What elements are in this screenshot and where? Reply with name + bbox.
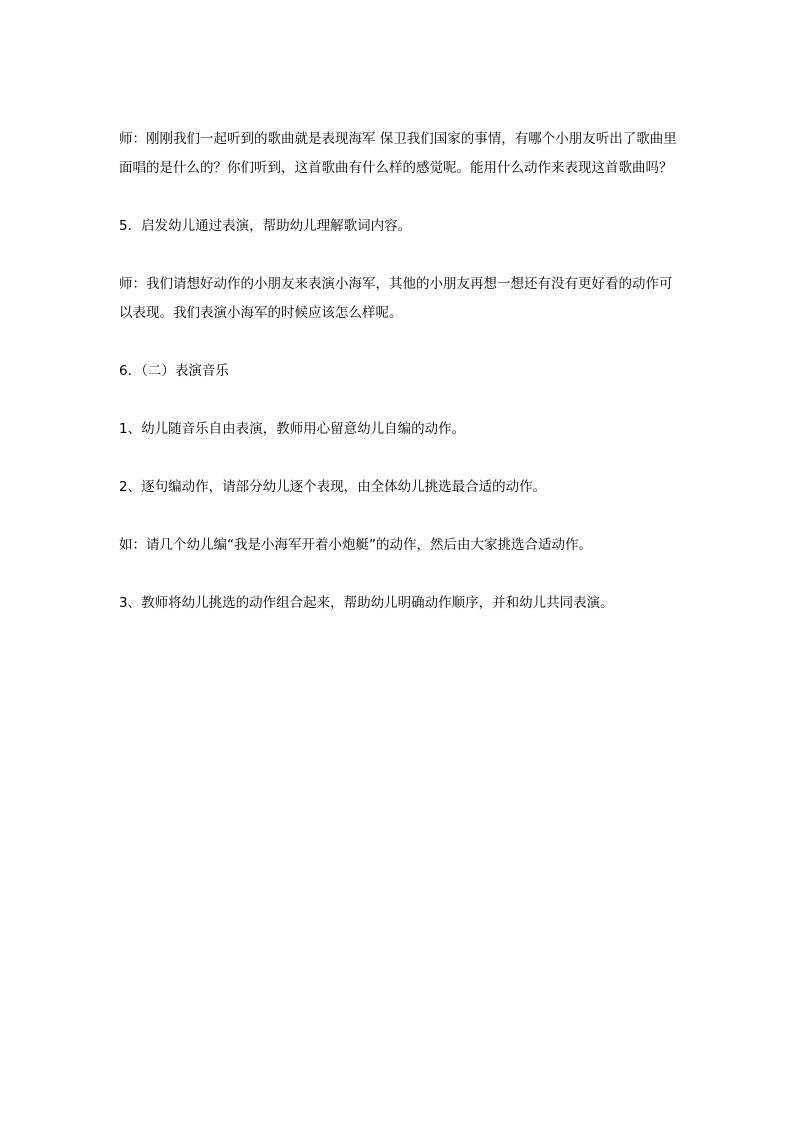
paragraph-example: 如：请几个幼儿编“我是小海军开着小炮艇”的动作，然后由大家挑选合适动作。 xyxy=(119,537,592,553)
paragraph-teacher-question: 师：刚刚我们一起听到的歌曲就是表现海军 保卫我们国家的事情，有哪个小朋友听出了歌曲里面唱的是什么的？你们听到，这首歌曲有什么样的感觉呢。能用什么动作来表现这首歌曲吗？ xyxy=(119,131,677,176)
paragraph-step-5: 5．启发幼儿通过表演，帮助幼儿理解歌词内容。 xyxy=(119,218,412,234)
document-body xyxy=(119,125,677,647)
paragraph-teacher-prompt: 师：我们请想好动作的小朋友来表演小海军，其他的小朋友再想一想还有没有更好看的动作可以表现。我们表演小海军的时候应该怎么样呢。 xyxy=(119,276,673,321)
paragraph-item-2: 2、逐句编动作，请部分幼儿逐个表现，由全体幼儿挑选最合适的动作。 xyxy=(119,479,547,495)
paragraph-item-3: 3、教师将幼儿挑选的动作组合起来，帮助幼儿明确动作顺序，并和幼儿共同表演。 xyxy=(119,595,614,611)
paragraph-step-6-heading: 6．（二）表演音乐 xyxy=(119,363,229,379)
paragraph-item-1: 1、幼儿随音乐自由表演，教师用心留意幼儿自编的动作。 xyxy=(119,421,466,437)
